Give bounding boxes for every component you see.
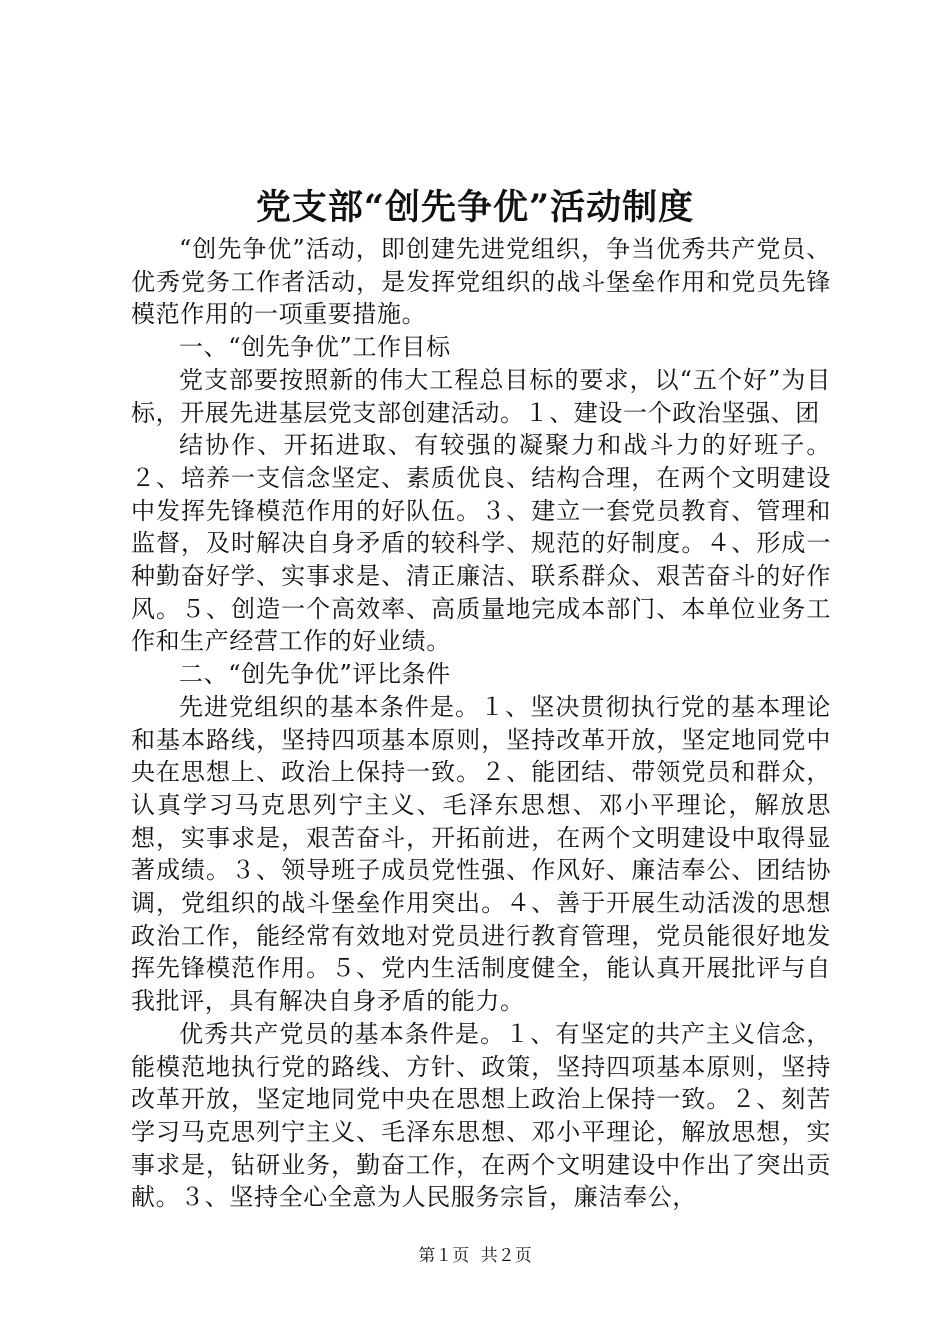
page-title: 党支部“创先争优”活动制度	[255, 187, 695, 228]
section-heading-criteria: 二、“创先争优”评比条件	[179, 660, 451, 689]
page-total: 共２页	[480, 1246, 532, 1266]
page-number: 第１页	[418, 1246, 470, 1266]
intro-paragraph: “创先争优”活动，即创建先进党组织，争当优秀共产党员、优秀党务工作者活动，是发挥党组织的战斗堡垒作用和党员先锋模范作用的一项重要措施。	[131, 235, 831, 329]
advanced-org-criteria-paragraph: 先进党组织的基本条件是。１、坚决贯彻执行党的基本理论和基本路线，坚持四项基本原则，坚持改革开放，坚定地同党中央在思想上、政治上保持一致。２、能团结、带领党员和群众，认真学习马克思列宁主义、毛泽东思想、邓小平理论，解放思想，实事求是，艰苦奋斗，开拓前进，在两个文明建设中取得显著成绩。３、领导班子成员党性强、作风好、廉洁奉公、团结协调，党组织的战斗堡垒作用突出。４、善于开展生动活泼的思想政治工作，能经常有效地对党员进行教育管理，党员能很好地发挥先锋模范作用。５、党内生活制度健全，能认真开展批评与自我批评，具有解决自身矛盾的能力。	[131, 692, 831, 1016]
excellent-member-criteria-paragraph: 优秀共产党员的基本条件是。１、有坚定的共产主义信念，能模范地执行党的路线、方针、政策，坚持四项基本原则，坚持改革开放，坚定地同党中央在思想上政治上保持一致。２、刻苦学习马克思列宁主义、毛泽东思想、邓小平理论，解放思想，实事求是，钻研业务，勤奋工作，在两个文明建设中作出了突出贡献。３、坚持全心全意为人民服务宗旨，廉洁奉公，	[131, 1019, 831, 1212]
document-body	[131, 233, 831, 1214]
section-heading-goals: 一、“创先争优”工作目标	[179, 333, 451, 362]
goals-list-paragraph: 结协作、开拓进取、有较强的凝聚力和战斗力的好班子。２、培养一支信念坚定、素质优良、结构合理，在两个文明建设中发挥先锋模范作用的好队伍。３、建立一套党员教育、管理和监督，及时解决自身矛盾的较科学、规范的好制度。４、形成一种勤奋好学、实事求是、清正廉洁、联系群众、艰苦奋斗的好作风。５、创造一个高效率、高质量地完成本部门、本单位业务工作和生产经营工作的好业绩。	[131, 431, 831, 656]
page-footer	[0, 1245, 950, 1267]
goals-paragraph: 党支部要按照新的伟大工程总目标的要求，以“五个好”为目标，开展先进基层党支部创建活动。１、建设一个政治坚强、团	[131, 365, 831, 427]
